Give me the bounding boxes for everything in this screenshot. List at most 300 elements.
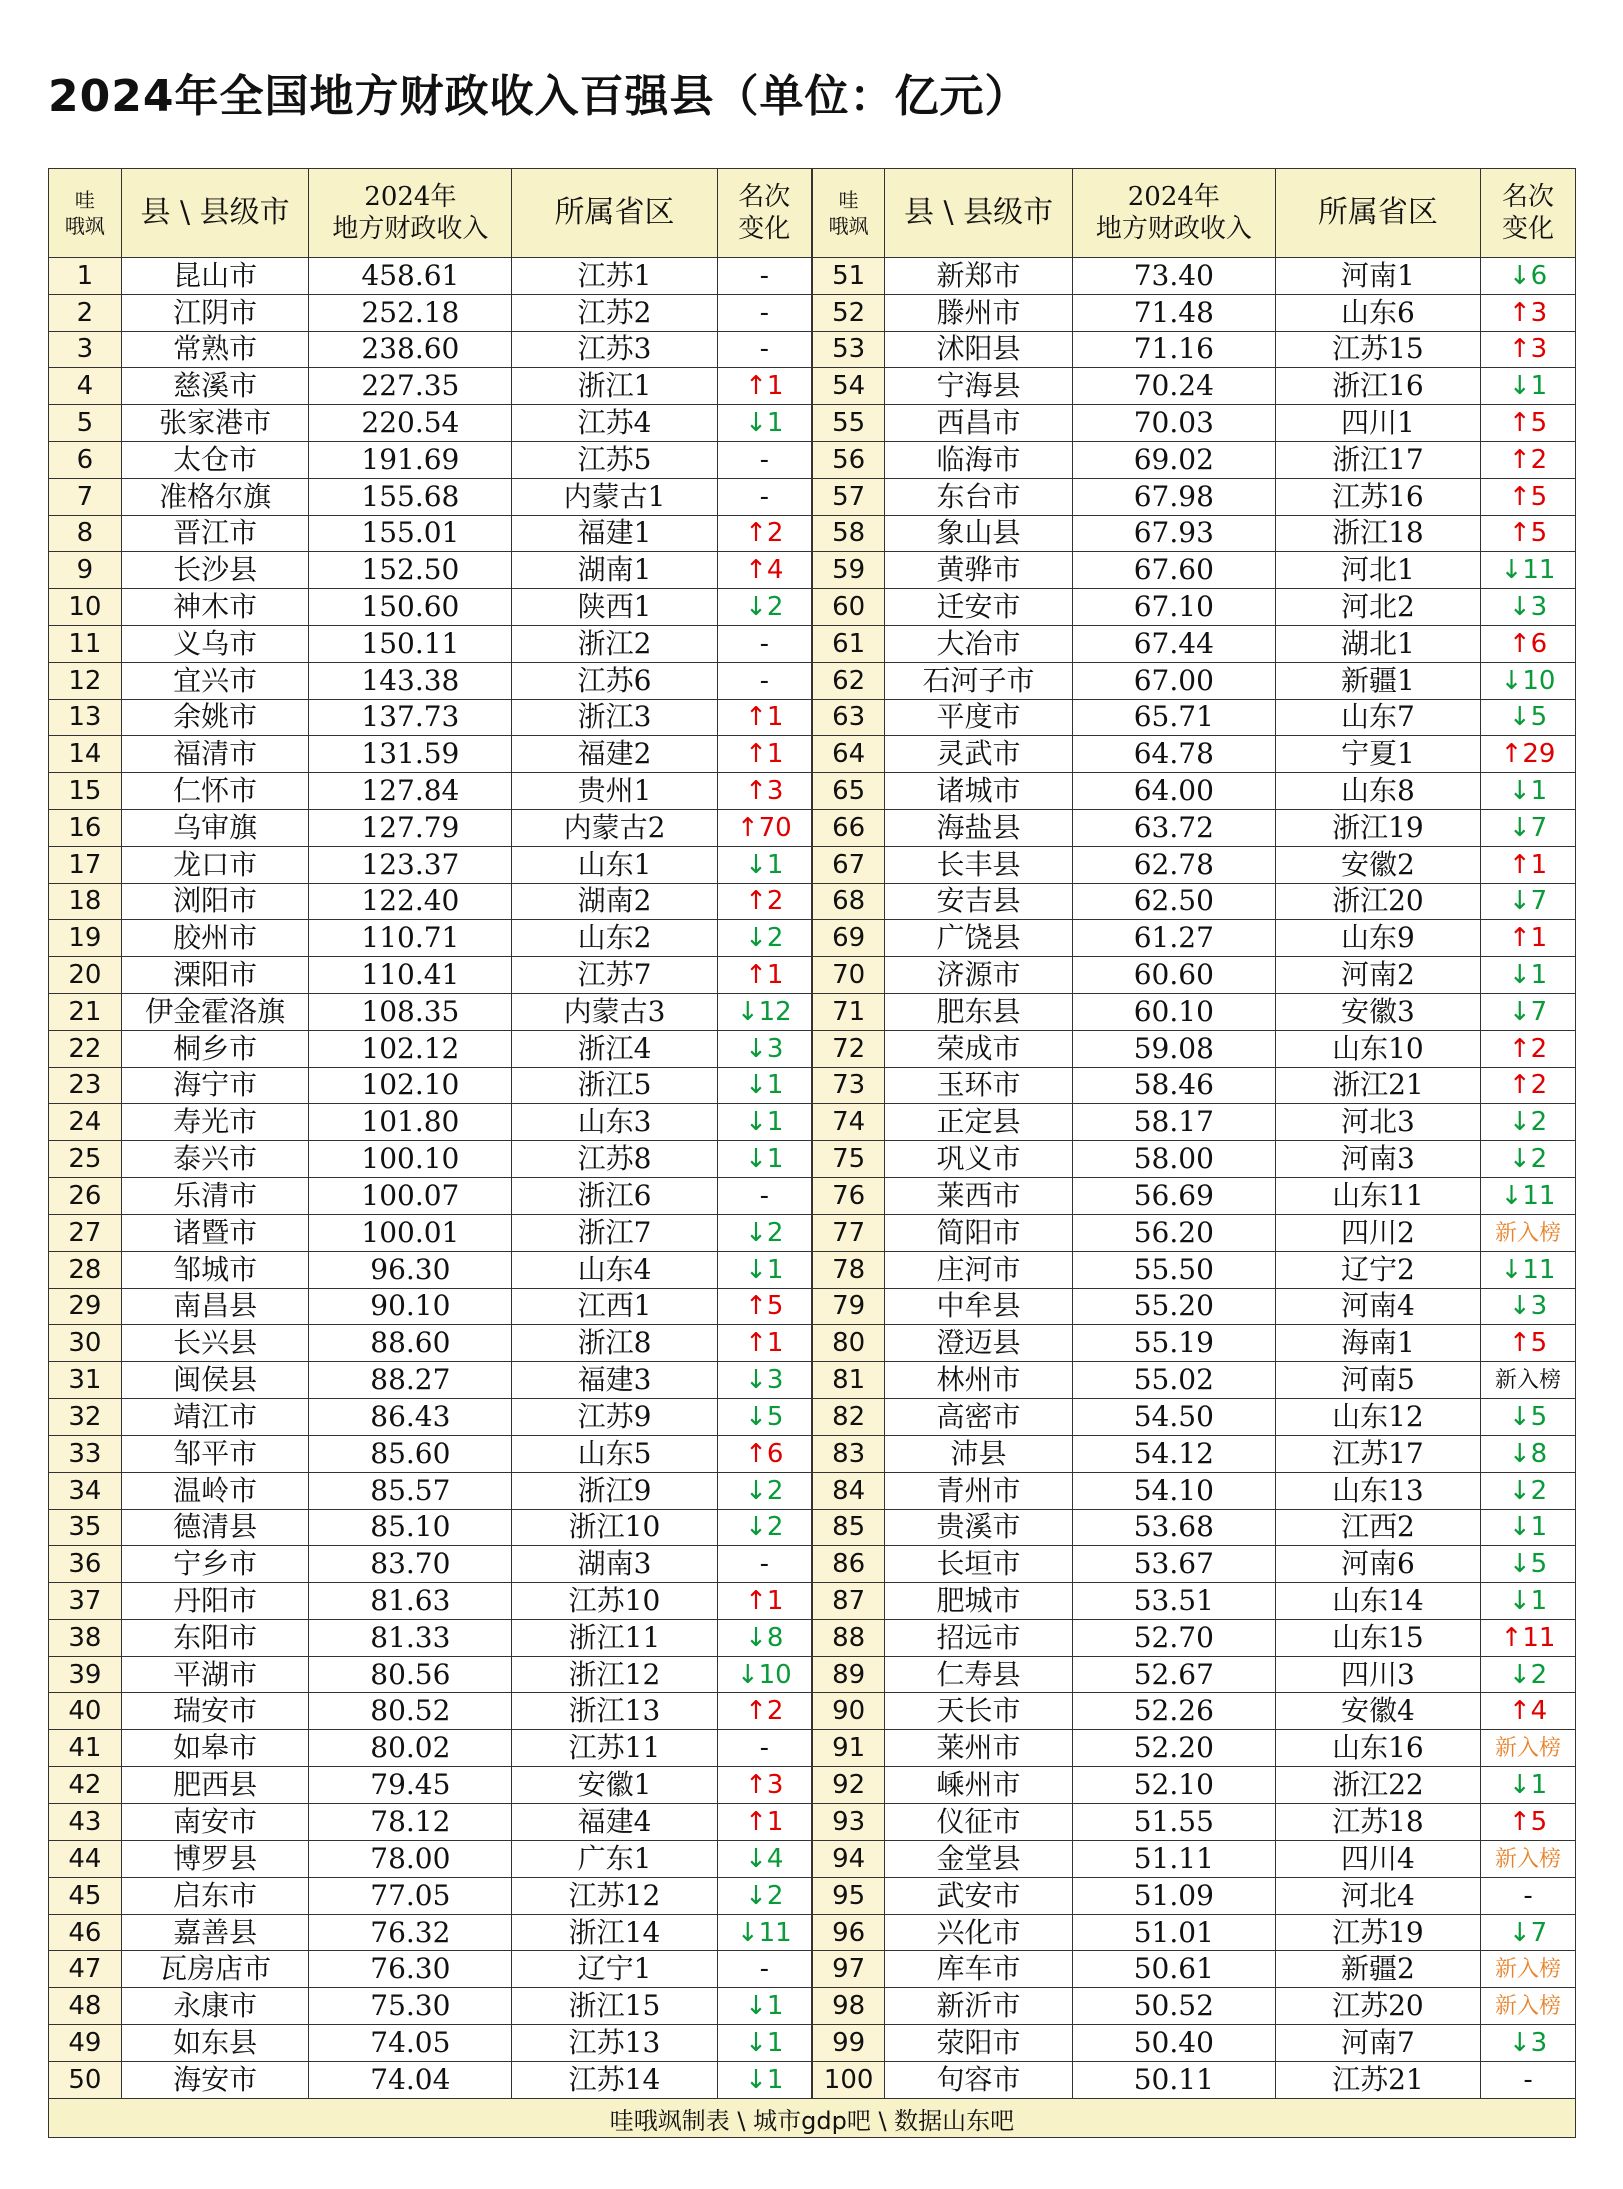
change-value: - [759,628,769,659]
revenue-cell: 79.45 [309,1767,512,1804]
rank-cell: 12 [49,662,122,699]
province-cell: 湖南3 [512,1546,717,1583]
province-cell: 四川2 [1275,1214,1480,1251]
revenue-cell: 52.26 [1072,1693,1275,1730]
change-value: - [759,334,769,365]
rank-cell: 27 [49,1214,122,1251]
province-cell: 四川3 [1275,1656,1480,1693]
change-cell [1481,957,1576,994]
rank-cell: 16 [49,809,122,846]
province-cell: 新疆1 [1275,662,1480,699]
county-name-cell: 象山县 [885,515,1073,552]
change-value: - [759,444,769,475]
county-name-cell: 太仓市 [121,441,309,478]
province-cell: 宁夏1 [1275,736,1480,773]
table-row [49,1877,1576,1914]
revenue-cell: 50.11 [1072,2062,1275,2099]
revenue-cell: 78.12 [309,1804,512,1841]
table-row [49,625,1576,662]
revenue-cell: 64.00 [1072,773,1275,810]
change-cell [717,1619,812,1656]
change-value: ↑2 [1508,1033,1548,1064]
province-cell: 山东12 [1275,1399,1480,1436]
province-cell: 山东6 [1275,294,1480,331]
change-value: ↓2 [745,1217,784,1248]
province-cell: 江苏7 [512,957,717,994]
county-name-cell: 济源市 [885,957,1073,994]
county-name-cell: 林州市 [885,1362,1073,1399]
county-name-cell: 宁海县 [885,368,1073,405]
table-row [49,589,1576,626]
revenue-cell: 54.10 [1072,1472,1275,1509]
province-cell: 浙江4 [512,1030,717,1067]
rank-cell: 82 [812,1399,885,1436]
change-value: ↑5 [1508,1328,1548,1359]
change-value: ↓3 [745,1365,784,1396]
change-cell [1481,515,1576,552]
county-name-cell: 大冶市 [885,625,1073,662]
table-row [49,1546,1576,1583]
rank-cell: 11 [49,625,122,662]
county-name-cell: 黄骅市 [885,552,1073,589]
revenue-cell: 53.51 [1072,1583,1275,1620]
change-cell [717,2025,812,2062]
change-cell [717,258,812,295]
change-value: ↑5 [1508,1806,1548,1837]
revenue-cell: 71.48 [1072,294,1275,331]
revenue-cell: 69.02 [1072,441,1275,478]
province-cell: 山东10 [1275,1030,1480,1067]
revenue-cell: 85.57 [309,1472,512,1509]
change-value: ↑2 [1508,1070,1548,1101]
county-name-cell: 长丰县 [885,846,1073,883]
change-value: ↓2 [745,923,784,954]
rank-cell: 21 [49,993,122,1030]
rank-cell: 28 [49,1251,122,1288]
county-name-cell: 如东县 [121,2025,309,2062]
change-value: ↓1 [745,2028,784,2059]
revenue-cell: 52.20 [1072,1730,1275,1767]
table-row [49,1325,1576,1362]
county-name-cell: 库车市 [885,1951,1073,1988]
county-name-cell: 浏阳市 [121,883,309,920]
change-cell [717,993,812,1030]
revenue-cell: 122.40 [309,883,512,920]
revenue-cell: 127.84 [309,773,512,810]
revenue-cell: 85.10 [309,1509,512,1546]
province-cell: 湖南1 [512,552,717,589]
revenue-cell: 74.04 [309,2062,512,2099]
province-cell: 江苏14 [512,2062,717,2099]
change-cell [1481,920,1576,957]
change-cell [1481,441,1576,478]
change-value: - [1523,2065,1533,2096]
province-cell: 山东11 [1275,1177,1480,1214]
county-name-cell: 南昌县 [121,1288,309,1325]
province-cell: 浙江2 [512,625,717,662]
revenue-cell: 80.52 [309,1693,512,1730]
table-row [49,1509,1576,1546]
rank-cell: 42 [49,1767,122,1804]
rank-cell: 63 [812,699,885,736]
change-cell [1481,1951,1576,1988]
province-cell: 山东9 [1275,920,1480,957]
table-row [49,258,1576,295]
county-name-cell: 长垣市 [885,1546,1073,1583]
province-cell: 安徽3 [1275,993,1480,1030]
revenue-cell: 77.05 [309,1877,512,1914]
rank-cell: 30 [49,1325,122,1362]
change-value: ↑4 [745,555,784,586]
rank-cell: 7 [49,478,122,515]
county-name-cell: 江阴市 [121,294,309,331]
province-cell: 浙江22 [1275,1767,1480,1804]
province-cell: 江苏15 [1275,331,1480,368]
rank-cell: 61 [812,625,885,662]
province-cell: 河北2 [1275,589,1480,626]
table-row [49,1104,1576,1141]
revenue-cell: 67.44 [1072,625,1275,662]
change-cell [1481,809,1576,846]
change-value: ↓3 [1508,592,1548,623]
rank-cell: 85 [812,1509,885,1546]
county-name-cell: 寿光市 [121,1104,309,1141]
county-name-cell: 温岭市 [121,1472,309,1509]
revenue-cell: 102.12 [309,1030,512,1067]
change-cell [717,699,812,736]
change-cell [1481,699,1576,736]
change-value: ↑1 [745,960,784,991]
county-name-cell: 昆山市 [121,258,309,295]
change-value: ↓2 [1508,1475,1548,1506]
revenue-cell: 110.41 [309,957,512,994]
change-cell [1481,1767,1576,1804]
header-rank: 哇 哦飒 [49,169,122,258]
table-row [49,1693,1576,1730]
revenue-cell: 59.08 [1072,1030,1275,1067]
revenue-cell: 53.67 [1072,1546,1275,1583]
revenue-cell: 56.20 [1072,1214,1275,1251]
revenue-cell: 60.60 [1072,957,1275,994]
change-cell [1481,625,1576,662]
rank-cell: 51 [812,258,885,295]
revenue-cell: 81.33 [309,1619,512,1656]
change-cell [717,1767,812,1804]
revenue-cell: 76.30 [309,1951,512,1988]
revenue-cell: 67.93 [1072,515,1275,552]
revenue-cell: 100.10 [309,1141,512,1178]
province-cell: 浙江6 [512,1177,717,1214]
province-cell: 江苏21 [1275,2062,1480,2099]
province-cell: 河南2 [1275,957,1480,994]
county-name-cell: 义乌市 [121,625,309,662]
county-name-cell: 海安市 [121,2062,309,2099]
change-cell [717,662,812,699]
county-name-cell: 诸暨市 [121,1214,309,1251]
change-cell [717,809,812,846]
revenue-cell: 155.01 [309,515,512,552]
change-cell [1481,1141,1576,1178]
province-cell: 广东1 [512,1840,717,1877]
change-value: ↓7 [1508,1917,1548,1948]
change-value: ↓4 [745,1843,784,1874]
change-value: ↑1 [745,1585,784,1616]
revenue-cell: 152.50 [309,552,512,589]
province-cell: 浙江16 [1275,368,1480,405]
rank-cell: 25 [49,1141,122,1178]
change-cell [717,1399,812,1436]
change-value: ↓7 [1508,996,1548,1027]
rank-cell: 59 [812,552,885,589]
table-row [49,441,1576,478]
rank-cell: 99 [812,2025,885,2062]
province-cell: 浙江18 [1275,515,1480,552]
county-name-cell: 西昌市 [885,405,1073,442]
county-name-cell: 庄河市 [885,1251,1073,1288]
rank-cell: 31 [49,1362,122,1399]
change-value: ↓5 [1508,1402,1548,1432]
rank-cell: 86 [812,1546,885,1583]
revenue-cell: 63.72 [1072,809,1275,846]
rank-cell: 54 [812,368,885,405]
rank-cell: 9 [49,552,122,589]
province-cell: 江苏12 [512,1877,717,1914]
table-row [49,2062,1576,2099]
province-cell: 浙江10 [512,1509,717,1546]
change-cell [1481,2062,1576,2099]
revenue-cell: 54.50 [1072,1399,1275,1436]
rank-cell: 44 [49,1840,122,1877]
change-value: ↓8 [1508,1438,1548,1469]
change-cell [1481,883,1576,920]
table-row [49,993,1576,1030]
table-row [49,846,1576,883]
change-cell [717,1730,812,1767]
province-cell: 河南7 [1275,2025,1480,2062]
change-value: ↓1 [745,1254,784,1285]
county-name-cell: 东阳市 [121,1619,309,1656]
change-cell [717,1362,812,1399]
change-value: ↓6 [1508,260,1548,291]
county-name-cell: 荥阳市 [885,2025,1073,2062]
county-name-cell: 东台市 [885,478,1073,515]
table-row [49,883,1576,920]
revenue-cell: 65.71 [1072,699,1275,736]
revenue-cell: 81.63 [309,1583,512,1620]
revenue-cell: 191.69 [309,441,512,478]
change-value: - [759,1180,769,1211]
table-row [49,920,1576,957]
province-cell: 内蒙古2 [512,809,717,846]
rank-cell: 19 [49,920,122,957]
county-name-cell: 新沂市 [885,1988,1073,2025]
county-name-cell: 招远市 [885,1619,1073,1656]
header-change: 名次 变化 [717,169,812,258]
change-cell [717,1804,812,1841]
change-cell [1481,846,1576,883]
province-cell: 江苏6 [512,662,717,699]
revenue-cell: 58.17 [1072,1104,1275,1141]
province-cell: 浙江7 [512,1214,717,1251]
province-cell: 湖南2 [512,883,717,920]
table-row [49,1619,1576,1656]
county-name-cell: 乌审旗 [121,809,309,846]
county-name-cell: 灵武市 [885,736,1073,773]
county-name-cell: 青州市 [885,1472,1073,1509]
province-cell: 浙江21 [1275,1067,1480,1104]
county-name-cell: 宁乡市 [121,1546,309,1583]
county-name-cell: 临海市 [885,441,1073,478]
rank-cell: 35 [49,1509,122,1546]
county-name-cell: 泰兴市 [121,1141,309,1178]
change-value: ↑1 [745,739,784,770]
change-cell [1481,589,1576,626]
change-value: ↓3 [1508,1291,1548,1322]
revenue-cell: 53.68 [1072,1509,1275,1546]
revenue-cell: 108.35 [309,993,512,1030]
change-cell [717,589,812,626]
change-value: ↑70 [736,812,792,843]
rank-cell: 74 [812,1104,885,1141]
revenue-cell: 86.43 [309,1399,512,1436]
province-cell: 贵州1 [512,773,717,810]
rank-cell: 14 [49,736,122,773]
county-name-cell: 长沙县 [121,552,309,589]
change-value: ↑2 [1508,444,1548,475]
province-cell: 安徽2 [1275,846,1480,883]
change-cell [1481,1435,1576,1472]
change-cell [1481,1251,1576,1288]
change-cell [1481,331,1576,368]
table-row [49,773,1576,810]
county-name-cell: 准格尔旗 [121,478,309,515]
rank-cell: 46 [49,1914,122,1951]
change-cell [1481,368,1576,405]
change-cell [717,1141,812,1178]
rank-cell: 65 [812,773,885,810]
rank-cell: 60 [812,589,885,626]
change-value: ↓11 [1500,555,1556,586]
change-cell [1481,1104,1576,1141]
rank-cell: 84 [812,1472,885,1509]
province-cell: 浙江14 [512,1914,717,1951]
province-cell: 河北4 [1275,1877,1480,1914]
province-cell: 江苏20 [1275,1988,1480,2025]
county-name-cell: 桐乡市 [121,1030,309,1067]
revenue-cell: 101.80 [309,1104,512,1141]
table-row [49,1583,1576,1620]
rank-cell: 15 [49,773,122,810]
revenue-cell: 78.00 [309,1840,512,1877]
county-name-cell: 伊金霍洛旗 [121,993,309,1030]
province-cell: 江苏4 [512,405,717,442]
change-cell [1481,1656,1576,1693]
change-value: 新入榜 [1495,1846,1562,1872]
rank-cell: 32 [49,1399,122,1436]
revenue-cell: 102.10 [309,1067,512,1104]
province-cell: 福建1 [512,515,717,552]
header-revenue: 2024年 地方财政收入 [309,169,512,258]
rank-cell: 77 [812,1214,885,1251]
rank-cell: 72 [812,1030,885,1067]
province-cell: 辽宁1 [512,1951,717,1988]
rank-cell: 26 [49,1177,122,1214]
rank-cell: 5 [49,405,122,442]
table-row [49,478,1576,515]
county-name-cell: 靖江市 [121,1399,309,1436]
county-name-cell: 平度市 [885,699,1073,736]
rank-cell: 58 [812,515,885,552]
county-name-cell: 龙口市 [121,846,309,883]
county-name-cell: 诸城市 [885,773,1073,810]
change-value: ↑1 [745,702,784,733]
rank-cell: 83 [812,1435,885,1472]
rank-cell: 4 [49,368,122,405]
county-name-cell: 仁怀市 [121,773,309,810]
change-cell [1481,478,1576,515]
change-cell [717,1251,812,1288]
county-name-cell: 仪征市 [885,1804,1073,1841]
revenue-cell: 50.61 [1072,1951,1275,1988]
rank-cell: 13 [49,699,122,736]
change-value: ↓5 [745,1402,784,1432]
province-cell: 江苏17 [1275,1435,1480,1472]
province-cell: 浙江12 [512,1656,717,1693]
rank-cell: 95 [812,1877,885,1914]
county-name-cell: 高密市 [885,1399,1073,1436]
province-cell: 海南1 [1275,1325,1480,1362]
county-name-cell: 肥西县 [121,1767,309,1804]
rank-cell: 64 [812,736,885,773]
county-name-cell: 海盐县 [885,809,1073,846]
revenue-cell: 71.16 [1072,331,1275,368]
rank-cell: 10 [49,589,122,626]
change-value: ↑1 [1508,849,1548,880]
revenue-cell: 62.50 [1072,883,1275,920]
change-value: 新入榜 [1495,1736,1562,1762]
change-cell [717,846,812,883]
change-value: ↓2 [745,1880,784,1911]
rank-cell: 6 [49,441,122,478]
change-cell [717,441,812,478]
revenue-cell: 74.05 [309,2025,512,2062]
revenue-cell: 52.67 [1072,1656,1275,1693]
county-name-cell: 广饶县 [885,920,1073,957]
change-cell [1481,1399,1576,1436]
change-cell [717,1214,812,1251]
county-name-cell: 常熟市 [121,331,309,368]
revenue-cell: 51.55 [1072,1804,1275,1841]
rank-cell: 94 [812,1840,885,1877]
county-name-cell: 巩义市 [885,1141,1073,1178]
rank-cell: 17 [49,846,122,883]
county-name-cell: 德清县 [121,1509,309,1546]
province-cell: 安徽1 [512,1767,717,1804]
revenue-cell: 83.70 [309,1546,512,1583]
province-cell: 浙江1 [512,368,717,405]
province-cell: 四川4 [1275,1840,1480,1877]
table-row [49,809,1576,846]
change-value: ↑5 [1508,518,1548,549]
rank-cell: 88 [812,1619,885,1656]
change-value: ↑1 [745,1806,784,1837]
province-cell: 浙江3 [512,699,717,736]
change-cell [1481,1214,1576,1251]
change-value: ↓10 [1500,665,1556,696]
header-county: 县 \ 县级市 [885,169,1073,258]
change-cell [717,1435,812,1472]
change-value: 新入榜 [1495,1368,1562,1394]
